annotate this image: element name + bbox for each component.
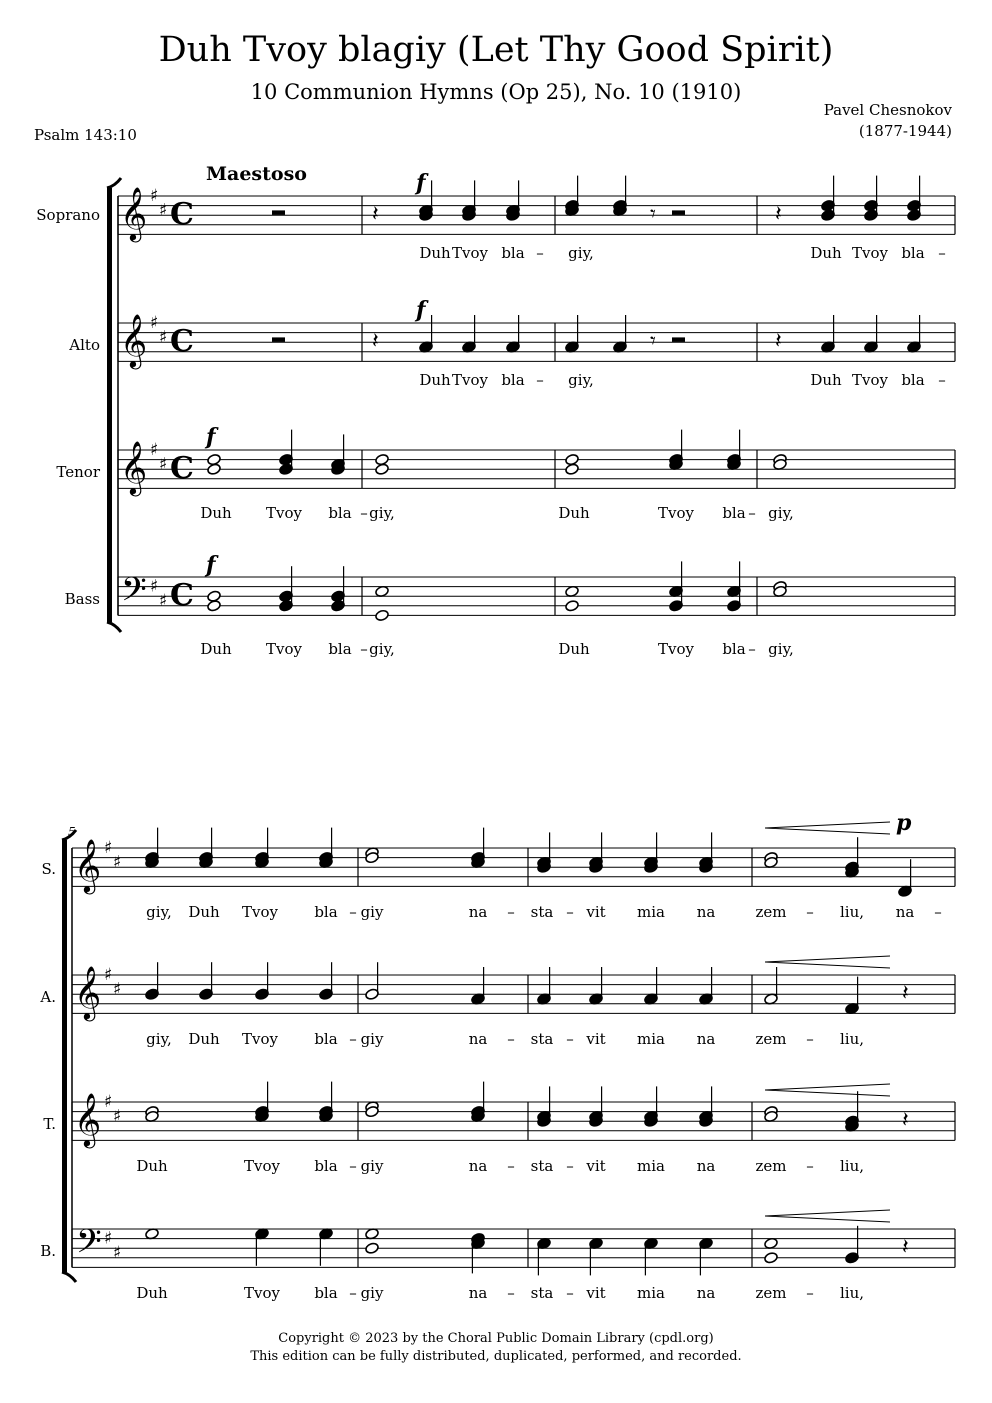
lyric-syllable: Duh [136,1157,168,1175]
lyric-syllable: giy [360,1284,384,1302]
quarter-rest-icon: 𝄽 [902,1108,909,1133]
lyric-syllable: bla [314,1284,338,1302]
lyric-syllable: liu, [839,1030,865,1048]
lyric-syllable: – [507,903,515,921]
crescendo-hairpin [765,956,890,968]
lyric-syllable: – [349,1030,357,1048]
chord-notehead [365,1242,380,1255]
lyric-syllable: giy, [369,640,395,658]
sharp-icon: ♯ [159,454,168,475]
crescendo-hairpin [765,1210,890,1222]
sharp-icon: ♯ [159,591,168,611]
lyric-syllable: giy [360,903,384,921]
lyric-syllable: – [934,903,942,921]
lyric-syllable: – [938,244,946,262]
lyric-syllable: bla [501,244,525,262]
sharp-icon: ♯ [104,1092,113,1112]
bracket-tip [107,178,121,188]
lyric-syllable: na [696,1030,716,1048]
bracket-tip [107,622,121,632]
lyric-syllable: vit [586,903,606,921]
sharp-icon: ♯ [159,327,168,348]
crescendo-hairpin [765,822,890,834]
lyric-syllable: – [938,371,946,389]
system-bracket [62,840,67,1272]
lyric-syllable: – [507,1157,515,1175]
lyric-syllable: vit [586,1284,606,1302]
lyric-syllable: mia [637,1030,665,1048]
lyric-syllable: na [696,1157,716,1175]
lyric-syllable: bla [722,640,746,658]
lyric-syllable: Tvoy [266,504,302,522]
lyric-syllable: Tvoy [852,371,888,389]
lyric-syllable: Tvoy [658,640,694,658]
lyric-syllable: na [895,903,915,921]
lyric-syllable: – [806,903,814,921]
forte-dynamic: f [416,297,426,323]
chord-notehead [764,1252,779,1265]
copyright-line: Copyright © 2023 by the Choral Public Domain Library (cpdl.org) [278,1331,714,1346]
bass-clef-icon: 𝄢 [121,571,147,617]
lyric-syllable: – [806,1030,814,1048]
part-name-alto: Alto [69,336,100,354]
lyric-syllable: na [468,1030,488,1048]
lyric-syllable: liu, [839,1284,865,1302]
lyric-syllable: Tvoy [452,371,488,389]
tempo-marking: Maestoso [206,163,307,185]
lyric-syllable: zem [755,903,787,921]
sharp-icon: ♯ [150,313,159,333]
piano-dynamic: p [896,810,912,836]
lyric-syllable: Tvoy [242,903,278,921]
sharp-icon: ♯ [150,576,159,597]
lyric-syllable: mia [637,1157,665,1175]
lyric-syllable: sta [530,1157,554,1175]
text-source: Psalm 143:10 [34,126,137,144]
part-abbrev-bass: B. [40,1242,56,1260]
treble-clef-icon: 𝄞 [74,965,102,1019]
eighth-rest-icon: 𝄾 [650,329,656,354]
lyric-syllable: giy [360,1030,384,1048]
forte-dynamic: f [416,170,426,196]
lyric-syllable: Tvoy [452,244,488,262]
lyric-syllable: Tvoy [852,244,888,262]
part-abbrev-soprano: S. [41,860,56,878]
lyric-syllable: bla [314,1030,338,1048]
lyric-syllable: bla [314,903,338,921]
lyric-syllable: – [566,1284,574,1302]
lyric-syllable: bla [901,371,925,389]
lyric-syllable: – [566,903,574,921]
half-rest-icon [672,337,685,342]
quarter-rest-icon: 𝄽 [372,202,379,227]
lyric-syllable: giy, [369,504,395,522]
sharp-icon: ♯ [113,852,122,873]
lyric-syllable: Duh [810,371,842,389]
half-rest-icon [672,210,685,215]
lyric-syllable: – [360,640,368,658]
lyric-syllable: – [507,1030,515,1048]
lyric-syllable: Tvoy [244,1157,280,1175]
sharp-icon: ♯ [104,838,113,858]
lyric-syllable: Tvoy [266,640,302,658]
page-title: Duh Tvoy blagiy (Let Thy Good Spirit) [158,30,834,70]
chord-notehead [375,463,390,476]
common-time-icon: C [170,324,194,359]
lyric-syllable: – [566,1030,574,1048]
chord-notehead [207,600,222,613]
lyric-syllable: sta [530,1030,554,1048]
sharp-icon: ♯ [104,965,113,985]
forte-dynamic: f [206,552,216,578]
lyric-syllable: – [507,1284,515,1302]
lyric-syllable: bla [901,244,925,262]
composer-name: Pavel Chesnokov [823,101,952,119]
chord-notehead [565,463,580,476]
lyric-syllable: liu, [839,903,865,921]
page-subtitle: 10 Communion Hymns (Op 25), No. 10 (1910) [250,80,742,104]
half-rest-icon [272,210,285,215]
lyric-syllable: na [468,1284,488,1302]
treble-clef-icon: 𝄞 [120,440,148,494]
lyric-syllable: sta [530,1284,554,1302]
lyric-syllable: – [748,640,756,658]
lyric-syllable: sta [530,903,554,921]
sharp-icon: ♯ [150,186,159,206]
lyric-syllable: Duh [188,903,220,921]
lyric-syllable: bla [314,1157,338,1175]
lyric-syllable: – [349,1157,357,1175]
lyric-syllable: mia [637,1284,665,1302]
lyric-syllable: giy, [768,640,794,658]
lyric-syllable: giy, [768,504,794,522]
lyric-syllable: Duh [136,1284,168,1302]
lyric-syllable: Duh [200,504,232,522]
lyric-syllable: giy, [568,244,594,262]
chord-notehead [565,600,580,613]
eighth-rest-icon: 𝄾 [650,202,656,227]
quarter-rest-icon: 𝄽 [775,329,782,354]
copyright-notice [0,1330,992,1366]
lyric-syllable: – [536,244,544,262]
lyric-syllable: – [806,1284,814,1302]
lyric-syllable: vit [586,1157,606,1175]
lyric-syllable: – [806,1157,814,1175]
lyric-syllable: Tvoy [658,504,694,522]
lyric-syllable: na [696,903,716,921]
quarter-rest-icon: 𝄽 [372,329,379,354]
measure-number: 5 [68,825,76,839]
quarter-rest-icon: 𝄽 [775,202,782,227]
lyric-syllable: Duh [188,1030,220,1048]
part-abbrev-alto: A. [40,988,56,1006]
lyric-syllable: – [566,1157,574,1175]
lyric-syllable: zem [755,1284,787,1302]
lyric-syllable: bla [328,640,352,658]
system-bracket [107,188,112,622]
common-time-icon: C [170,197,194,232]
lyric-syllable: giy, [568,371,594,389]
lyric-syllable: Tvoy [244,1284,280,1302]
lyric-syllable: – [360,504,368,522]
lyric-syllable: bla [722,504,746,522]
lyric-syllable: Tvoy [242,1030,278,1048]
lyric-syllable: giy, [146,1030,172,1048]
sharp-icon: ♯ [113,979,122,1000]
lyric-syllable: na [468,1157,488,1175]
lyric-syllable: – [349,903,357,921]
crescendo-hairpin [765,1084,890,1096]
lyric-syllable: na [468,903,488,921]
lyric-syllable: zem [755,1030,787,1048]
treble-clef-icon: 𝄞 [74,838,102,892]
half-rest-icon [272,337,285,342]
lyric-syllable: Duh [200,640,232,658]
lyric-syllable: bla [328,504,352,522]
sharp-icon: ♯ [150,440,159,460]
lyric-syllable: Duh [558,504,590,522]
lyric-syllable: na [696,1284,716,1302]
quarter-rest-icon: 𝄽 [902,981,909,1006]
lyric-syllable: – [748,504,756,522]
license-line: This edition can be fully distributed, duplicated, performed, and recorded. [250,1349,742,1364]
forte-dynamic: f [206,424,216,450]
sharp-icon: ♯ [104,1228,113,1249]
common-time-icon: C [170,578,194,613]
lyric-syllable: giy [360,1157,384,1175]
sharp-icon: ♯ [113,1243,122,1263]
part-name-soprano: Soprano [36,206,100,224]
lyric-syllable: mia [637,903,665,921]
quarter-rest-icon: 𝄽 [902,1235,909,1260]
chord-notehead [375,609,390,622]
lyric-syllable: bla [501,371,525,389]
treble-clef-icon: 𝄞 [74,1092,102,1146]
lyric-syllable: liu, [839,1157,865,1175]
lyric-syllable: Duh [558,640,590,658]
sharp-icon: ♯ [159,200,168,221]
treble-clef-icon: 𝄞 [120,186,148,240]
treble-clef-icon: 𝄞 [120,313,148,367]
lyric-syllable: – [349,1284,357,1302]
bracket-tip [62,1272,76,1282]
lyric-syllable: – [536,371,544,389]
lyric-syllable: giy, [146,903,172,921]
lyric-syllable: zem [755,1157,787,1175]
bass-clef-icon: 𝄢 [76,1223,102,1269]
part-name-bass: Bass [64,590,100,608]
lyric-syllable: Duh [419,371,451,389]
lyric-syllable: Duh [419,244,451,262]
composer-dates: (1877-1944) [858,122,952,140]
lyric-syllable: Duh [810,244,842,262]
part-abbrev-tenor: T. [43,1115,56,1133]
chord-notehead [207,463,222,476]
lyric-syllable: vit [586,1030,606,1048]
sharp-icon: ♯ [113,1106,122,1127]
part-name-tenor: Tenor [56,463,100,481]
common-time-icon: C [170,451,194,486]
